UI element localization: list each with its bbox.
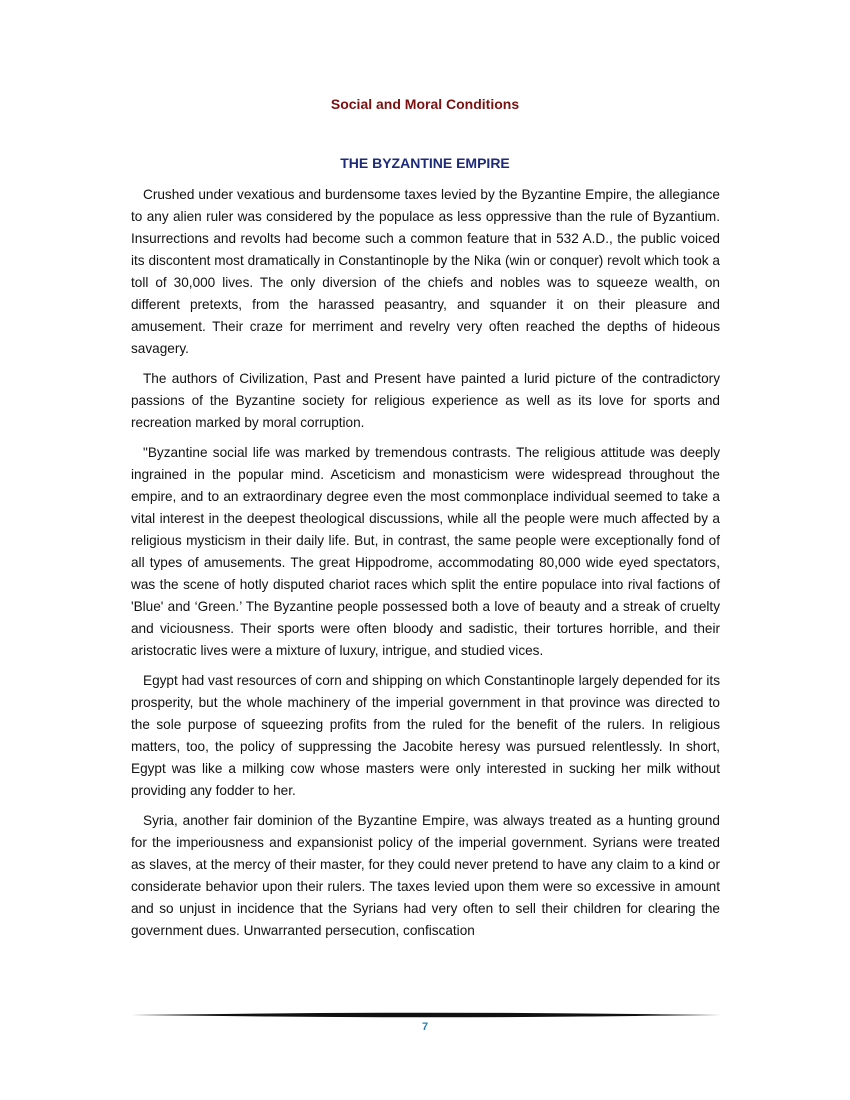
footer-divider xyxy=(131,1009,721,1021)
paragraph: The authors of Civilization, Past and Present have painted a lurid picture of the contradictory passions of the Byzantine society for religious experience as well as its love for sports and recreation marked by moral corruption. xyxy=(131,371,720,430)
body-text xyxy=(131,184,720,950)
paragraph: Syria, another fair dominion of the Byzantine Empire, was always treated as a hunting ground for the imperiousness and expansionist policy of the imperial government. Syrians were treated as slaves, at the mercy of their master, for they could never pretend to have any claim to a kind or considerate behavior upon their rulers. The taxes levied upon them were so excessive in amount and so unjust in incidence that the Syrians had very often to sell their children for clearing the government dues. Unwarranted persecution, confiscation xyxy=(131,813,720,938)
paragraph: Crushed under vexatious and burdensome taxes levied by the Byzantine Empire, the allegiance to any alien ruler was considered by the populace as less oppressive than the rule of Byzantium. Insurrections and revolts had become such a common feature that in 532 A.D., the public voiced its discontent most dramatically in Constantinople by the Nika (win or conquer) revolt which took a toll of 30,000 lives. The only diversion of the chiefs and nobles was to squeeze wealth, on different pretexts, from the harassed peasantry, and squander it on their pleasure and amusement. Their craze for merriment and revelry very often reached the depths of hideous savagery. xyxy=(131,187,720,356)
section-title: THE BYZANTINE EMPIRE xyxy=(340,155,510,171)
running-header: Social and Moral Conditions xyxy=(330,96,520,112)
paragraph: "Byzantine social life was marked by tremendous contrasts. The religious attitude was deeply ingrained in the popular mind. Asceticism and monasticism were widespread throughout the empire, and to an extraordinary degree even the most commonplace individual seemed to take a vital interest in the deepest theological discussions, while all the people were much affected by a religious mysticism in their daily life. But, in contrast, the same people were exceptionally fond of all types of amusements. The great Hippodrome, accommodating 80,000 wide eyed spectators, was the scene of hotly disputed chariot races which split the entire populace into rival factions of 'Blue' and ‘Green.’ The Byzantine people possessed both a love of beauty and a streak of cruelty and viciousness. Their sports were often bloody and sadistic, their tortures horrible, and their aristocratic lives were a mixture of luxury, intrigue, and studied vices. xyxy=(131,445,720,658)
page-number: 7 xyxy=(421,1021,429,1033)
paragraph: Egypt had vast resources of corn and shipping on which Constantinople largely depended for its prosperity, but the whole machinery of the imperial government in that province was directed to the sole purpose of squeezing profits from the ruled for the benefit of the rulers. In religious matters, too, the policy of suppressing the Jacobite heresy was pursued relentlessly. In short, Egypt was like a milking cow whose masters were only interested in sucking her milk without providing any fodder to her. xyxy=(131,673,720,798)
